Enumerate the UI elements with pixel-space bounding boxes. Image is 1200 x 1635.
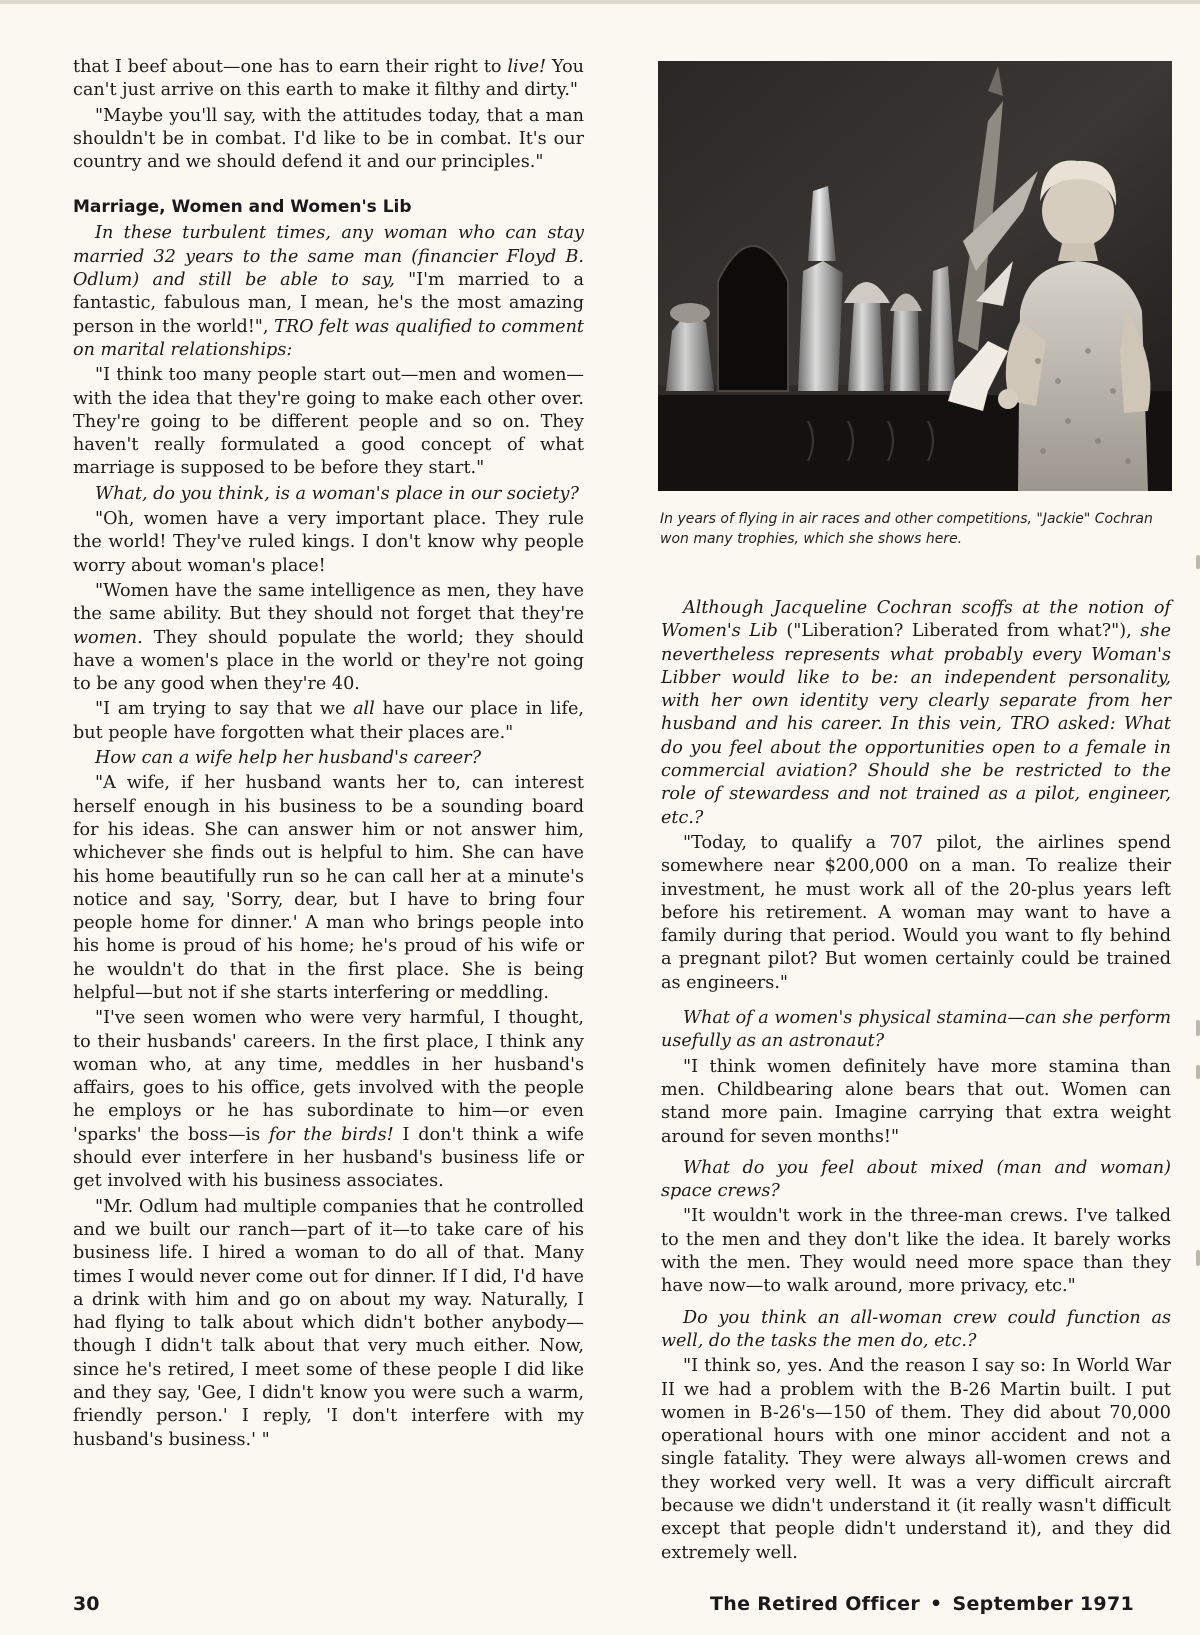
paragraph: "I think women definitely have more stamina than men. Childbearing alone bears that out. Women can stand more pain. Imagine carrying that extra weight around for seven months!" <box>661 1056 1171 1147</box>
photo-caption: In years of flying in air races and other competitions, "Jackie" Cochran won many trophies, which she shows here. <box>660 511 1153 547</box>
paragraph: "Mr. Odlum had multiple companies that he controlled and we built our ranch—part of it—to take care of his business life. I hired a woman to do all of that. Many times I would never come out for dinner. If I did, I'd have a drink with him and go on about my way. Naturally, I had flying to talk about which didn't bother anybody—though I didn't talk about that very much either. Now, since he's retired, I meet some of these people I did like and they say, 'Gee, I didn't know you were such a warm, friendly person.' I reply, 'I don't interfere with my husband's business.' " <box>73 1196 584 1450</box>
page-top-edge <box>0 0 1200 4</box>
page-edge-mark <box>1196 555 1200 569</box>
paragraph: "I think so, yes. And the reason I say so: In World War II we had a problem with the B-26 Martin built. I put women in B-26's—150 of them. They did about 70,000 operational hours with one minor accident and not a single fatality. They were always all-women crews and they worked very well. It was a very difficult aircraft because we didn't understand it (it really wasn't difficult except that people didn't understand it), and they did extremely well. <box>661 1356 1171 1563</box>
paragraph: "I've seen women who were very harmful, I thought, to their husbands' careers. In the first place, I think any woman who, at any time, meddles in her husband's affairs, goes to his office, gets involved with the people he employs or he has subordinate to him—or even 'sparks' the boss—is for the birds! I don't think a wife should ever interfere in her husband's business life or get involved with his business associates. <box>73 1008 584 1192</box>
left-column <box>73 56 584 1452</box>
trophy-photo <box>658 61 1172 491</box>
intro-paragraph: Although Jacqueline Cochran scoffs at the notion of Women's Lib ("Liberation? Liberated from what?"), she nevertheless represents what probably every Woman's Libber would like to be: an independent personality, with her own identity very clearly separate from her husband and his career. In this vein, TRO asked: What do you feel about the opportunities open to a female in commercial aviation? Should she be restricted to the role of stewardess and not trained as a pilot, engineer, etc.? <box>661 598 1171 828</box>
paragraph: "A wife, if her husband wants her to, can interest herself enough in his business to be a sounding board for his ideas. She can answer him or not answer him, whichever she finds out is helpful to him. She can have his home beautifully run so he can call her at a minute's notice and say, 'Sorry, dear, but I have to bring four people home for dinner.' A man who brings people into his home is proud of his home; he's proud of his wife or he wouldn't do that in the first place. She is being helpful—but not if she starts interfering or meddling. <box>73 773 584 1003</box>
paragraph: "Women have the same intelligence as men, they have the same ability. But they should not forget that they're women. They should populate the world; they should have a women's place in the world or they're not going to be any good when they're 40. <box>73 580 584 695</box>
question: What do you feel about mixed (man and woman) space crews? <box>661 1157 1171 1202</box>
question: What of a women's physical stamina—can she perform usefully as an astronaut? <box>661 1008 1171 1052</box>
paragraph: "Maybe you'll say, with the attitudes today, that a man shouldn't be in combat. I'd like to be in combat. It's our country and we should defend it and our principles." <box>73 105 584 173</box>
page-number: 30 <box>73 1593 100 1615</box>
intro-paragraph: In these turbulent times, any woman who can stay married 32 years to the same man (financier Floyd B. Odlum) and still be able to say, "I'm married to a fantastic, fabulous man, I mean, he's the most amazing person in the world!", TRO felt was qualified to comment on marital relationships: <box>73 223 584 360</box>
question: What, do you think, is a woman's place in our society? <box>95 483 579 504</box>
right-column <box>661 597 1171 1565</box>
paragraph: "It wouldn't work in the three-man crews. I've talked to the men and they don't like the idea. It barely works with the men. They would need more space than they have now—to walk around, more privacy, etc." <box>661 1206 1171 1297</box>
question: Do you think an all-woman crew could function as well, do the tasks the men do, etc.? <box>661 1307 1171 1351</box>
running-footer <box>710 1593 1134 1615</box>
magazine-title: The Retired Officer <box>710 1593 921 1615</box>
paragraph: "Today, to qualify a 707 pilot, the airlines spend somewhere near $200,000 on a man. To realize their investment, he must work all of the 20-plus years left before his retirement. A woman may want to have a family during that period. Would you want to fly behind a pregnant pilot? But women certainly could be trained as engineers." <box>661 832 1171 993</box>
question: How can a wife help her husband's career? <box>95 748 482 769</box>
paragraph: "Oh, women have a very important place. They rule the world! They've ruled kings. I don't know why people worry about woman's place! <box>73 509 584 576</box>
page-edge-mark <box>1196 1065 1200 1079</box>
page-edge-mark <box>1196 1250 1200 1266</box>
issue-date: September 1971 <box>952 1593 1134 1615</box>
page-edge-mark <box>1196 1020 1200 1036</box>
paragraph: "I think too many people start out—men and women—with the idea that they're going to make each other over. They're going to be different people and so on. They haven't really formulated a good concept of what marriage is supposed to be before they start." <box>73 365 584 479</box>
photo-illustration <box>658 61 1172 491</box>
section-heading: Marriage, Women and Women's Lib <box>73 197 412 218</box>
bullet-separator: • <box>930 1593 943 1615</box>
paragraph: that I beef about—one has to earn their right to live! You can't just arrive on this earth to make it filthy and dirty." <box>73 57 584 101</box>
paragraph: "I am trying to say that we all have our place in life, but people have forgotten what their places are." <box>73 699 585 743</box>
